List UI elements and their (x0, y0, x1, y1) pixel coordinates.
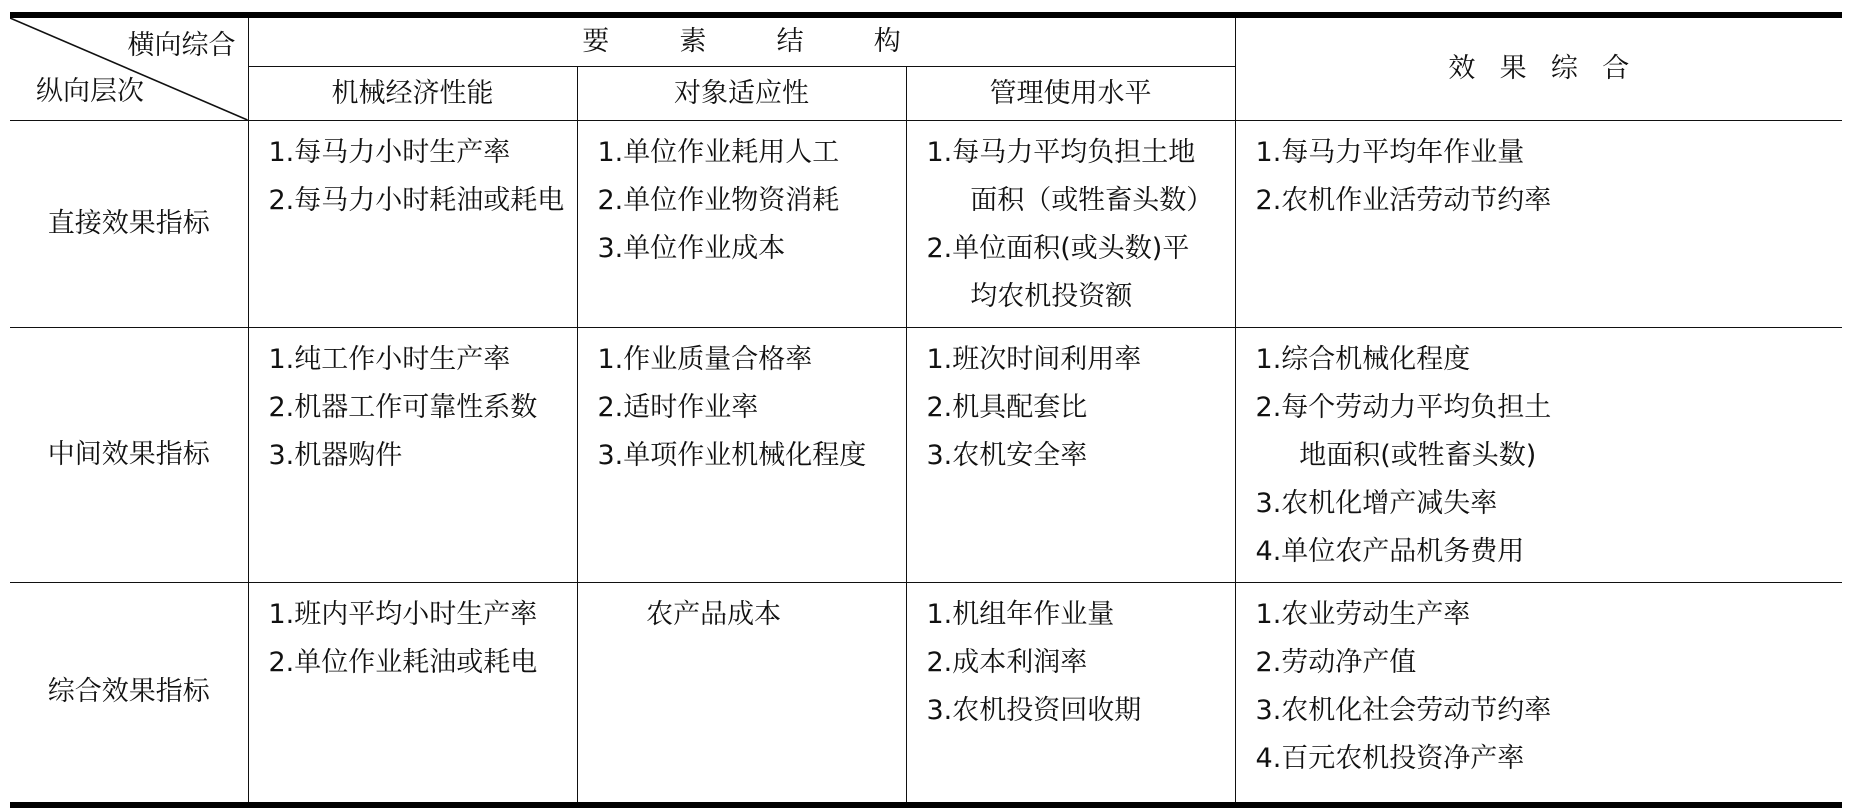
cell-line: 1.作业质量合格率 (597, 344, 813, 375)
table-row (10, 328, 1842, 583)
row-label: 中间效果指标 (10, 328, 248, 583)
table-cell (906, 121, 1235, 328)
effect-title: 效果综合 (1235, 15, 1842, 121)
cell-line: 均农机投资额 (970, 281, 1133, 312)
table-cell (577, 121, 906, 328)
indicator-table (10, 12, 1842, 808)
column-header: 对象适应性 (577, 67, 906, 121)
cell-line: 2.单位作业物资消耗 (597, 185, 840, 216)
cell-line: 2.机具配套比 (926, 392, 1088, 423)
corner-cell (10, 15, 248, 121)
table-row (10, 583, 1842, 805)
corner-top-label: 横向综合 (127, 30, 236, 61)
cell-line: 3.单项作业机械化程度 (597, 440, 867, 471)
cell-line: 4.百元农机投资净产率 (1255, 743, 1525, 774)
cell-line: 2.劳动净产值 (1255, 647, 1417, 678)
table-cell (1235, 583, 1842, 805)
row-label: 直接效果指标 (10, 121, 248, 328)
cell-line: 1.单位作业耗用人工 (597, 137, 840, 168)
column-header: 管理使用水平 (906, 67, 1235, 121)
row-label: 综合效果指标 (10, 583, 248, 805)
cell-line: 1.纯工作小时生产率 (268, 344, 511, 375)
table-cell (577, 583, 906, 805)
corner-bottom-label: 纵向层次 (36, 76, 144, 107)
cell-line: 2.单位面积(或头数)平 (926, 233, 1190, 264)
cell-line: 3.农机化增产减失率 (1255, 488, 1498, 519)
table-cell (1235, 328, 1842, 583)
cell-line: 1.农业劳动生产率 (1255, 599, 1471, 630)
cell-line: 农产品成本 (646, 599, 782, 630)
cell-line: 1.班次时间利用率 (926, 344, 1142, 375)
table-cell (248, 583, 577, 805)
table-cell (906, 583, 1235, 805)
header-row-top (10, 15, 1842, 67)
cell-line: 3.农机化社会劳动节约率 (1255, 695, 1552, 726)
cell-line: 2.机器工作可靠性系数 (268, 392, 538, 423)
cell-line: 1.每马力小时生产率 (268, 137, 511, 168)
cell-line: 3.单位作业成本 (597, 233, 786, 264)
cell-line: 2.单位作业耗油或耗电 (268, 647, 538, 678)
cell-line: 面积（或牲畜头数） (970, 185, 1214, 216)
cell-line: 1.每马力平均负担土地 (926, 137, 1196, 168)
cell-line: 2.每马力小时耗油或耗电 (268, 185, 565, 216)
cell-line: 地面积(或牲畜头数) (1299, 440, 1537, 471)
table-cell (248, 121, 577, 328)
cell-line: 1.每马力平均年作业量 (1255, 137, 1525, 168)
cell-line: 2.农机作业活劳动节约率 (1255, 185, 1552, 216)
cell-line: 4.单位农产品机务费用 (1255, 536, 1525, 567)
cell-line: 3.农机投资回收期 (926, 695, 1142, 726)
cell-line: 3.机器购件 (268, 440, 403, 471)
cell-line: 2.每个劳动力平均负担土 (1255, 392, 1552, 423)
table-cell (248, 328, 577, 583)
table-cell (1235, 121, 1842, 328)
table-cell (577, 328, 906, 583)
cell-line: 3.农机安全率 (926, 440, 1088, 471)
table-cell (906, 328, 1235, 583)
cell-line: 1.班内平均小时生产率 (268, 599, 538, 630)
cell-line: 1.综合机械化程度 (1255, 344, 1471, 375)
column-header: 机械经济性能 (248, 67, 577, 121)
cell-line: 2.成本利润率 (926, 647, 1088, 678)
group-title: 要素结构 (248, 15, 1235, 67)
cell-line: 1.机组年作业量 (926, 599, 1115, 630)
table-row (10, 121, 1842, 328)
cell-line: 2.适时作业率 (597, 392, 759, 423)
